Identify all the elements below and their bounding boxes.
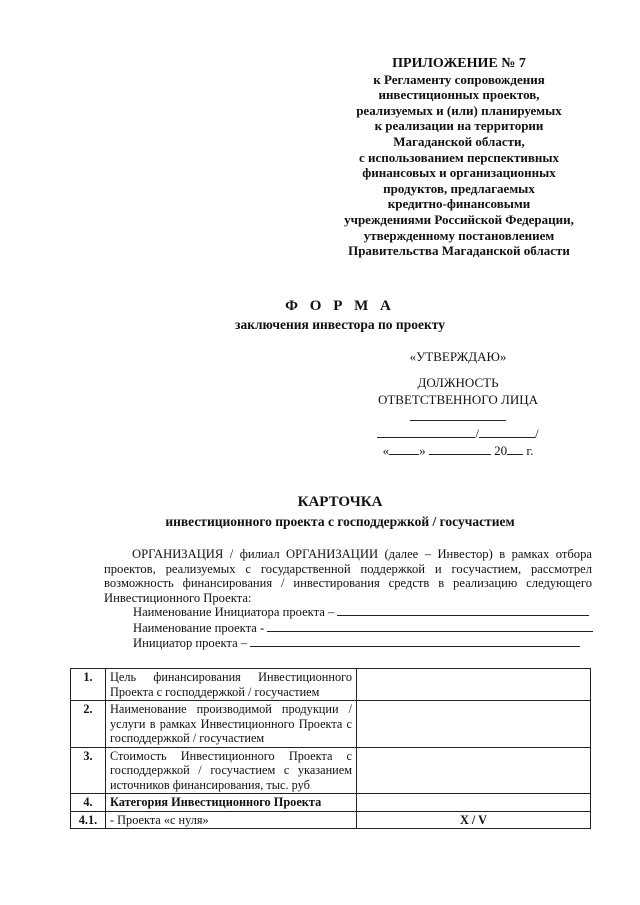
approval-block: [368, 348, 548, 459]
initiator-name-label: Наименование Инициатора проекта –: [133, 605, 335, 619]
table-row: [71, 794, 591, 812]
year-century: 20: [494, 443, 508, 458]
card-title: КАРТОЧКА: [297, 494, 383, 510]
month-field[interactable]: [429, 442, 491, 455]
table-row: [71, 811, 591, 829]
table-row: [71, 747, 591, 794]
project-table: [70, 668, 591, 829]
table-row: [71, 701, 591, 748]
initiator-field[interactable]: [250, 636, 580, 647]
project-fields: [133, 605, 593, 652]
appendix-title: ПРИЛОЖЕНИЕ № 7: [392, 56, 526, 71]
row-number: 2.: [71, 701, 106, 748]
form-subtitle: заключения инвестора по проекту: [235, 317, 445, 332]
appendix-line: реализуемых и (или) планируемых: [356, 102, 562, 118]
card-subtitle: инвестиционного проекта с господдержкой / госучастием: [165, 514, 515, 529]
row-description: Категория Инвестиционного Проекта: [106, 794, 357, 812]
quote-open: «: [382, 443, 390, 458]
project-name-field[interactable]: [267, 621, 593, 632]
appendix-line: Правительства Магаданской области: [348, 243, 570, 259]
row-description: Стоимость Инвестиционного Проекта с господдержкой / госучастием с указанием источников финансирования, тыс. руб: [106, 747, 357, 794]
slash: /: [475, 426, 479, 441]
row-value[interactable]: [357, 794, 591, 812]
name-field[interactable]: [479, 425, 535, 438]
approval-position-line2: ОТВЕТСТВЕННОГО ЛИЦА: [377, 392, 539, 407]
quote-close: »: [419, 443, 426, 458]
appendix-line: к Регламенту сопровождения: [373, 71, 545, 87]
row-number: 4.: [71, 794, 106, 812]
row-number: 4.1.: [71, 811, 106, 829]
project-name-label: Наименование проекта -: [133, 620, 265, 635]
signature-field[interactable]: [377, 425, 475, 438]
row-description: Наименование производимой продукции / услуги в рамках Инвестиционного Проекта с господдержкой / госучастием: [106, 701, 357, 748]
initiator-name-field[interactable]: [337, 605, 589, 616]
intro-paragraph: [104, 547, 592, 605]
appendix-line: кредитно-финансовыми: [387, 196, 531, 212]
appendix-line: инвестиционных проектов,: [378, 87, 540, 103]
row-value[interactable]: X / V: [357, 811, 591, 829]
appendix-line: Магаданской области,: [393, 133, 525, 149]
table-row: [71, 669, 591, 701]
appendix-line: продуктов, предлагаемых: [383, 180, 535, 196]
appendix-header: [318, 56, 600, 259]
slash: /: [535, 426, 539, 441]
row-value[interactable]: [357, 701, 591, 748]
appendix-line: с использованием перспективных: [358, 149, 559, 165]
row-description: - Проекта «с нуля»: [106, 811, 357, 829]
initiator-label: Инициатор проекта –: [133, 636, 248, 650]
day-field[interactable]: [389, 442, 419, 455]
row-description: Цель финансирования Инвестиционного Проекта с господдержкой / госучастием: [106, 669, 357, 701]
row-number: 1.: [71, 669, 106, 701]
form-title: Ф О Р М А: [285, 298, 395, 314]
signature-line[interactable]: [410, 408, 506, 421]
row-value[interactable]: [357, 669, 591, 701]
year-suffix: г.: [526, 443, 534, 458]
row-value[interactable]: [357, 747, 591, 794]
approval-stamp: «УТВЕРЖДАЮ»: [409, 349, 507, 364]
row-number: 3.: [71, 747, 106, 794]
appendix-line: учреждениями Российской Федерации,: [344, 211, 574, 227]
year-field[interactable]: [507, 442, 523, 455]
appendix-line: финансовых и организационных: [362, 165, 556, 181]
approval-position-line1: ДОЛЖНОСТЬ: [417, 375, 499, 390]
intro-text: ОРГАНИЗАЦИЯ / филиал ОРГАНИЗАЦИИ (далее – Инвестор) в рамках отбора проектов, реализуемых с государственной поддержкой и госучастием, рассмотрел возможность финансирования / инвестирования средств в реализацию следующего Инвестиционного Проекта:: [104, 547, 592, 605]
appendix-line: к реализации на территории: [374, 118, 544, 134]
appendix-line: утвержденному постановлением: [363, 227, 555, 243]
